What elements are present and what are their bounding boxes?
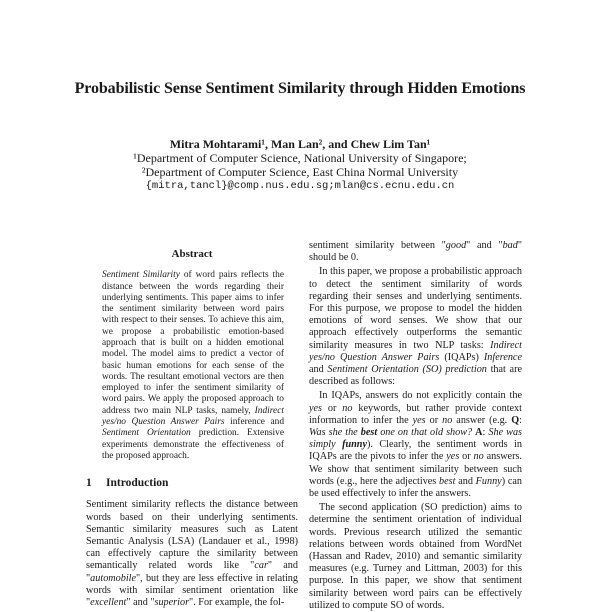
left-column [86,248,298,609]
continued-paragraph: sentiment similarity between "good" and "bad" should be 0. [309,240,523,264]
section-heading-introduction: 1 Introduction [86,477,169,490]
introduction-paragraph: Sentiment similarity reflects the distance between words based on their underlying sentiments. Semantic similarity measures such as Latent Semantic Analysis (LSA) (Landauer et al., 1998) can effectively capture the similarity between semantically related words like "car" and "automobile", but they are less effective in relating words with similar sentiment orientation like "excellent" and "superior". For example, the fol- [86,499,298,609]
affiliation-1: ¹Department of Computer Science, National University of Singapore; [133,151,467,165]
paper-title: Probabilistic Sense Sentiment Similarity through Hidden Emotions [74,80,526,97]
right-column [309,240,522,612]
author-emails: {mitra,tancl}@comp.nus.edu.sg;mlan@cs.ecnu.edu.cn [145,180,455,192]
body-paragraph-so-prediction: The second application (SO prediction) aims to determine the sentiment orientation of individual words. Previous research utilized the semantic relations between words obtained from WordNet (Hassan and Radev, 2010) and semantic similarity measures (e.g. Turney and Littman, 2003) for this purpose. In this paper, we show that sentiment similarity between word pairs can be effectively utilized to compute SO of words. [309,502,522,611]
abstract-body: Sentiment Similarity of word pairs reflects the distance between the words regarding their underlying sentiments. This paper aims to infer the sentiment similarity between word pairs with respect to their senses. To achieve this aim, we propose a probabilistic emotion-based approach that is built on a hidden emotional model. The model aims to predict a vector of basic human emotions for each sense of the words. The resultant emotional vectors are then employed to infer the sentiment similarity of word pairs. We apply the proposed approach to address two main NLP tasks, namely, Indirect yes/no Question Answer Pairs inference and Sentiment Orientation prediction. Extensive experiments demonstrate the effectiveness of the proposed approach. [102,270,285,461]
affiliation-2: ²Department of Computer Science, East China Normal University [141,165,459,179]
body-paragraph-approach: In this paper, we propose a probabilistic approach to detect the sentiment similarity of words regarding their senses and underlying sentiments. For this purpose, we propose to model the hidden emotions of word senses. We show that our approach effectively outperforms the semantic similarity measures in two NLP tasks: Indirect yes/no Question Answer Pairs (IQAPs) Inference and Sentiment Orientation (SO) prediction that are described as follows: [309,266,522,388]
author-list: Mitra Mohtarami¹, Man Lan², and Chew Lim Tan¹ [169,137,431,151]
body-paragraph-iqaps: In IQAPs, answers do not explicitly contain the yes or no keywords, but rather provide context information to infer the yes or no answer (e.g. Q: Was she the best one on that old show? A: She was simply funny). Clearly, the sentiment words in IQAPs are the pivots to infer the yes or no answers. We show that sentiment similarity between such words (e.g., here the adjectives best and Funny) can be used effectively to infer the answers. [309,390,523,500]
abstract-heading: Abstract [171,248,213,260]
